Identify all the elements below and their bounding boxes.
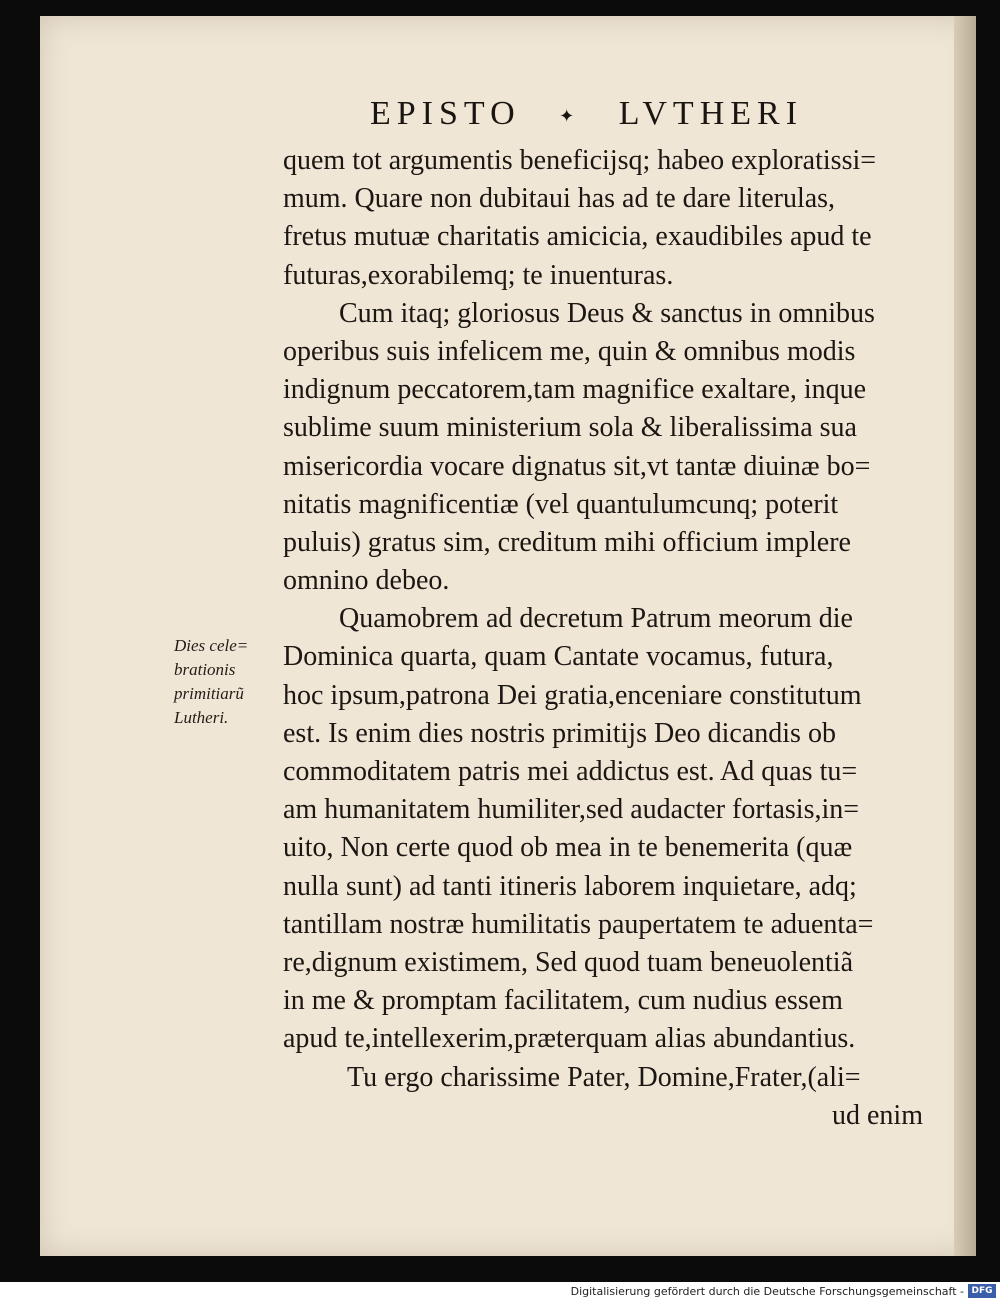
text-line: puluis) gratus sim, creditum mihi officium implere [283, 526, 851, 558]
footer-credit: Digitalisierung gefördert durch die Deutsche Forschungsgemeinschaft - [570, 1285, 964, 1298]
letter-body [283, 142, 923, 1135]
text-line: nitatis magnificentiæ (vel quantulumcunq; poterit [283, 488, 839, 520]
catchword: ud enim [832, 1099, 923, 1131]
text-line: Cum itaq; gloriosus Deus & sanctus in omnibus [339, 297, 875, 329]
text-line: am humanitatem humiliter,sed audacter fortasis,in= [283, 794, 860, 826]
text-line: nulla sunt) ad tanti itineris laborem inquietare, adq; [283, 870, 857, 902]
text-line: Quamobrem ad decretum Patrum meorum die [339, 603, 853, 635]
text-line: sublime suum ministerium sola & liberalissima sua [283, 412, 857, 444]
text-line: omnino debeo. [283, 565, 450, 597]
footer-bar [0, 1282, 1000, 1301]
text-line: Dominica quarta, quam Cantate vocamus, futura, [283, 641, 834, 673]
text-line: est. Is enim dies nostris primitijs Deo dicandis ob [283, 717, 836, 749]
text-line: operibus suis infelicem me, quin & omnibus modis [283, 335, 856, 367]
text-line: mum. Quare non dubitaui has ad te dare literulas, [283, 183, 836, 215]
text-line: commoditatem patris mei addictus est. Ad quas tu= [283, 756, 858, 787]
text-line: indignum peccatorem,tam magnifice exaltare, inque [283, 374, 867, 406]
margin-note [174, 634, 274, 730]
text-line: misericordia vocare dignatus sit,vt tantæ diuinæ bo= [283, 450, 871, 482]
header-ornament: ✦ [559, 105, 581, 126]
header-right: LVTHERI [618, 95, 804, 132]
header-left: EPISTO [370, 95, 521, 132]
text-line: apud te,intellexerim,præterquam alias abundantius. [283, 1023, 856, 1055]
running-header [370, 95, 830, 133]
text-line: tantillam nostræ humilitatis paupertatem te aduenta= [283, 908, 874, 940]
text-line: hoc ipsum,patrona Dei gratia,enceniare constitutum [283, 679, 862, 711]
margin-note-line: Dies cele= [174, 636, 249, 655]
text-line: quem tot argumentis beneficijsq; habeo exploratissi= [283, 145, 877, 176]
margin-note-line: Lutheri. [174, 708, 229, 727]
dfg-logo: DFG [968, 1284, 996, 1298]
text-line: uito, Non certe quod ob mea in te benemerita (quæ [283, 832, 853, 864]
page-spine-shadow [954, 16, 976, 1256]
text-line: re,dignum existimem, Sed quod tuam beneuolentiã [283, 946, 853, 978]
text-line: Tu ergo charissime Pater, Domine,Frater,(ali= [347, 1061, 861, 1093]
text-line: fretus mutuæ charitatis amicicia, exaudibiles apud te [283, 221, 872, 253]
text-line: futuras,exorabilemq; te inuenturas. [283, 259, 674, 291]
margin-note-line: primitiarũ [174, 684, 244, 703]
text-line: in me & promptam facilitatem, cum nudius essem [283, 985, 843, 1017]
margin-note-line: brationis [174, 660, 236, 679]
